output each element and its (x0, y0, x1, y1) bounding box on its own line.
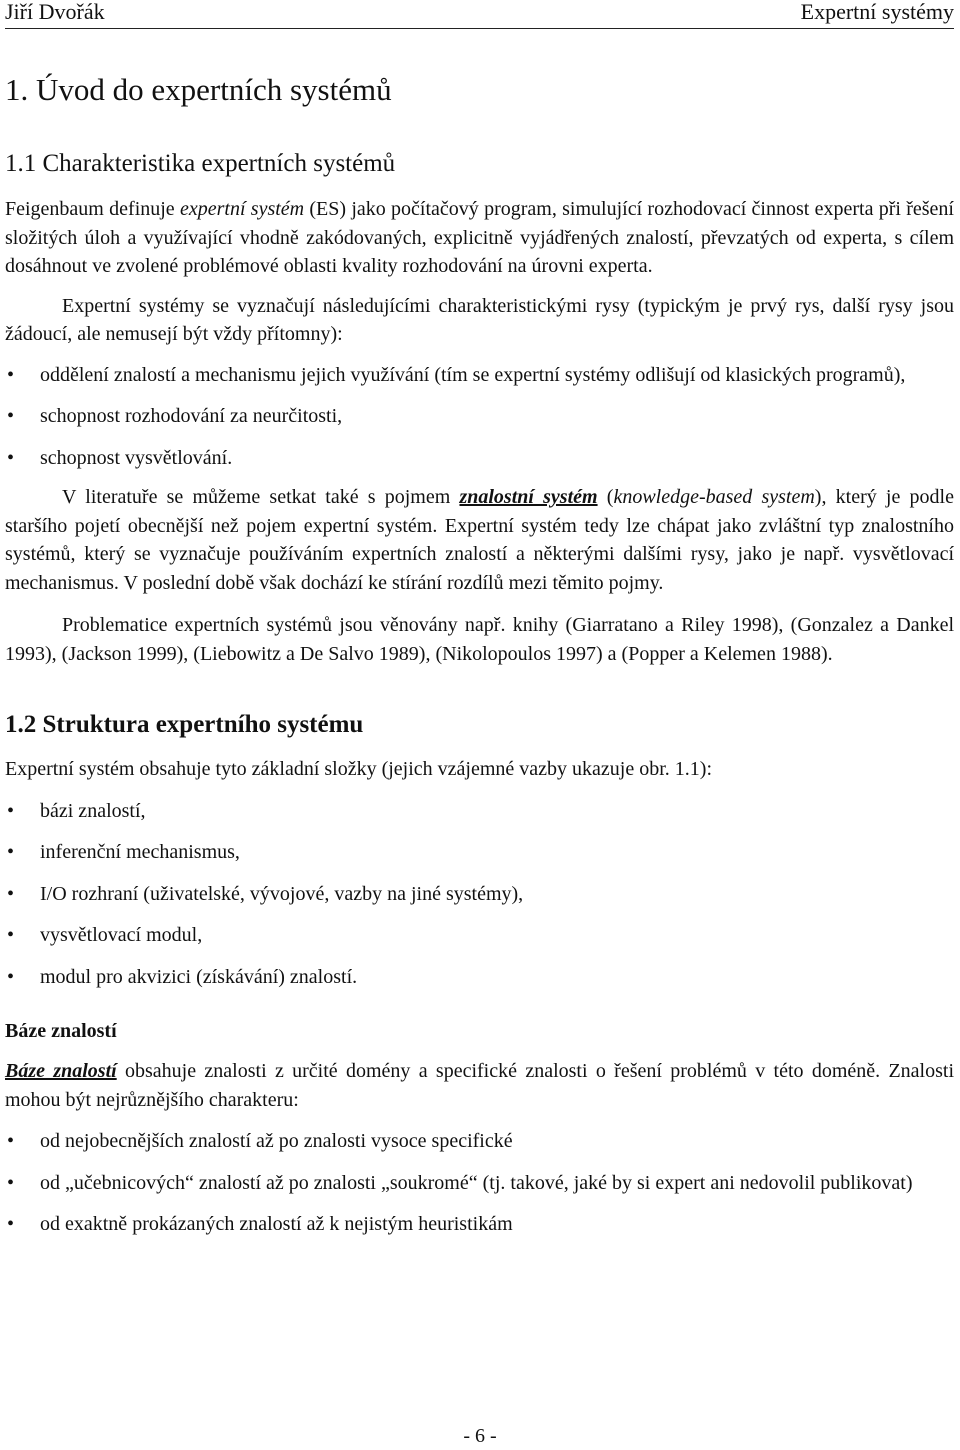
paragraph-text: Feigenbaum definuje (5, 198, 180, 220)
paragraph-features-intro: Expertní systémy se vyznačují následujícími charakteristickými rysy (typickým je prvý rys, další rysy jsou žádoucí, ale nemusejí být vždy přítomny): (5, 294, 954, 345)
section-1-2-title: 1.2 Struktura expertního systému (5, 711, 364, 738)
features-list (5, 361, 954, 473)
list-item: • I/O rozhraní (uživatelské, vývojové, vazby na jiné systémy), (5, 880, 954, 909)
paragraph-text: (ES) jako počítačový program, simulující rozhodovací činnost experta při řešení složitých úloh a využívající vhodně zakódovaných, explicitně vyjádřených znalostí, převzatých od experta, s cílem dosáhnout ve zvolené problémové oblasti kvality rozhodování na úrovni experta. (5, 198, 954, 277)
paragraph-text: ), který je podle staršího pojetí obecnější než pojem expertní systém. Expertní systém tedy lze chápat jako zvláštní typ znalostního systémů, který se vyznačuje používáním expertních znalostí a některými dalšími rysy, jako je např. vysvětlovací mechanismus. V poslední době však dochází ke stírání rozdílů mezi těmito pojmy. (5, 486, 954, 594)
page-number: - 6 - (463, 1425, 497, 1447)
term-baze-znalosti: Báze znalostí (5, 1060, 117, 1082)
term-knowledge-based-system: knowledge-based system (613, 486, 815, 508)
paragraph-text: ( (597, 486, 614, 508)
section-1-1-title: 1.1 Charakteristika expertních systémů (5, 150, 396, 177)
term-znalostni-system: znalostní systém (459, 486, 598, 508)
page-content (5, 70, 954, 1239)
list-item: • schopnost vysvětlování. (5, 444, 954, 473)
list-item: • oddělení znalostí a mechanismu jejich využívání (tím se expertní systémy odlišují od klasických programů), (5, 361, 954, 390)
list-item: • od „učebnicových“ znalostí až po znalosti „soukromé“ (tj. takové, jaké by si expert ani nedovolil publikovat) (5, 1169, 954, 1198)
list-item: • vysvětlovací modul, (5, 921, 954, 950)
chapter-title: 1. Úvod do expertních systémů (5, 72, 392, 107)
list-item: • bázi znalostí, (5, 797, 954, 826)
list-item: • od exaktně prokázaných znalostí až k nejistým heuristikám (5, 1210, 954, 1239)
paragraph-definition (5, 195, 954, 281)
header-author: Jiří Dvořák (5, 0, 105, 24)
paragraph-text: obsahuje znalosti z určité domény a specifické znalosti o řešení problémů v této doméně. Znalosti mohou být nejrůznějšího charakteru: (5, 1060, 955, 1111)
page-header (5, 0, 954, 29)
components-list (5, 797, 954, 992)
header-title: Expertní systémy (800, 0, 954, 24)
knowledge-kinds-list (5, 1127, 954, 1239)
subsection-baze-znalosti-title: Báze znalostí (5, 1020, 117, 1042)
paragraph-knowledge-base (5, 1057, 954, 1114)
paragraph-text: V literatuře se můžeme setkat také s pojmem (62, 486, 460, 508)
paragraph-knowledge-system (5, 483, 954, 597)
list-item: • schopnost rozhodování za neurčitosti, (5, 402, 954, 431)
paragraph-references: Problematice expertních systémů jsou věnovány např. knihy (Giarratano a Riley 1998), (Gonzalez a Dankel 1993), (Jackson 1999), (Liebowitz a De Salvo 1989), (Nikolopoulos 1997) a (Popper a Kelemen 1988). (5, 614, 954, 665)
list-item: • modul pro akvizici (získávání) znalostí. (5, 963, 954, 992)
term-expertni-system: expertní systém (179, 198, 305, 220)
list-item: • inferenční mechanismus, (5, 838, 954, 867)
list-item: • od nejobecnějších znalostí až po znalosti vysoce specifické (5, 1127, 954, 1156)
paragraph-structure-intro: Expertní systém obsahuje tyto základní složky (jejich vzájemné vazby ukazuje obr. 1.1): (5, 758, 713, 780)
